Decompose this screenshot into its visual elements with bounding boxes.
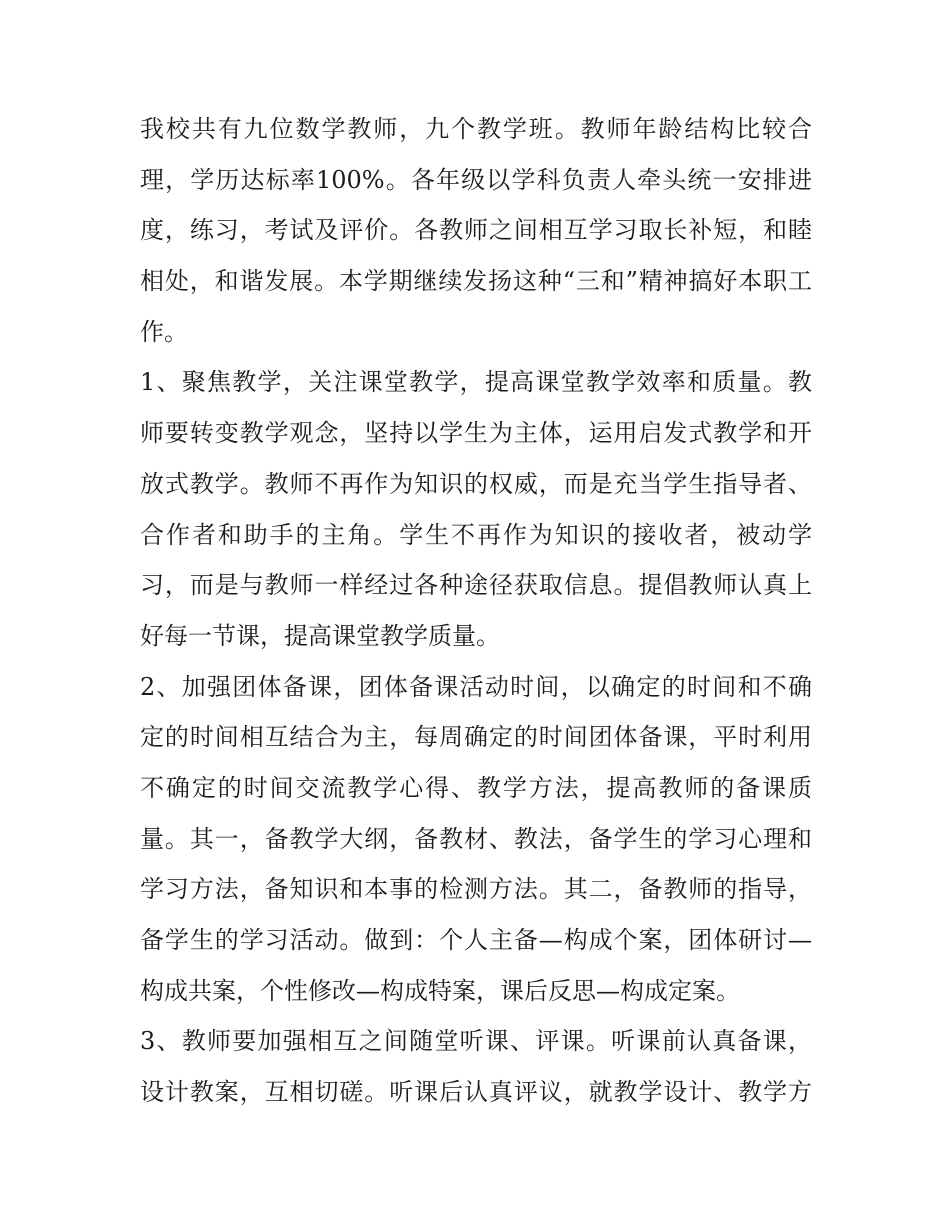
paragraph-item-2 [140, 662, 812, 1017]
text-line: 放式教学。教师不再作为知识的权威，而是充当学生指导者、 [140, 469, 812, 498]
text-line: 1、聚焦教学，关注课堂教学，提高课堂教学效率和质量。教 [140, 368, 812, 397]
text-line: 合作者和助手的主角。学生不再作为知识的接收者，被动学 [140, 520, 812, 549]
text-line: 师要转变教学观念，坚持以学生为主体，运用启发式教学和开 [140, 419, 812, 448]
text-line: 设计教案，互相切磋。听课后认真评议，就教学设计、教学方 [140, 1078, 812, 1107]
text-line: 度，练习，考试及评价。各教师之间相互学习取长补短，和睦 [140, 216, 812, 245]
text-line: 3、教师要加强相互之间随堂听课、评课。听课前认真备课， [140, 1027, 812, 1056]
text-line: 备学生的学习活动。做到：个人主备—构成个案，团体研讨— [140, 926, 812, 954]
text-line: 定的时间相互结合为主，每周确定的时间团体备课，平时利用 [140, 723, 812, 752]
text-line: 构成共案，个性修改—构成特案，课后反思—构成定案。 [140, 976, 740, 1005]
text-line: 学习方法，备知识和本事的检测方法。其二，备教师的指导， [140, 875, 812, 904]
text-line: 量。其一，备教学大纲，备教材、教法，备学生的学习心理和 [140, 824, 812, 853]
paragraph-item-3 [140, 1016, 812, 1117]
paragraph-item-1 [140, 357, 812, 661]
text-line: 相处，和谐发展。本学期继续发扬这种“三和”精神搞好本职工 [140, 267, 812, 296]
text-line: 不确定的时间交流教学心得、教学方法，提高教师的备课质 [140, 773, 812, 802]
text-line: 理，学历达标率100%。各年级以学科负责人牵头统一安排进 [140, 165, 812, 194]
text-line: 2、加强团体备课，团体备课活动时间，以确定的时间和不确 [140, 672, 812, 701]
paragraph-intro [140, 104, 812, 357]
text-line: 习，而是与教师一样经过各种途径获取信息。提倡教师认真上 [140, 571, 812, 600]
document-body [140, 104, 812, 1118]
text-line: 我校共有九位数学教师，九个教学班。教师年龄结构比较合 [140, 115, 812, 143]
text-line: 好每一节课，提高课堂教学质量。 [140, 621, 500, 650]
text-line: 作。 [140, 317, 188, 346]
